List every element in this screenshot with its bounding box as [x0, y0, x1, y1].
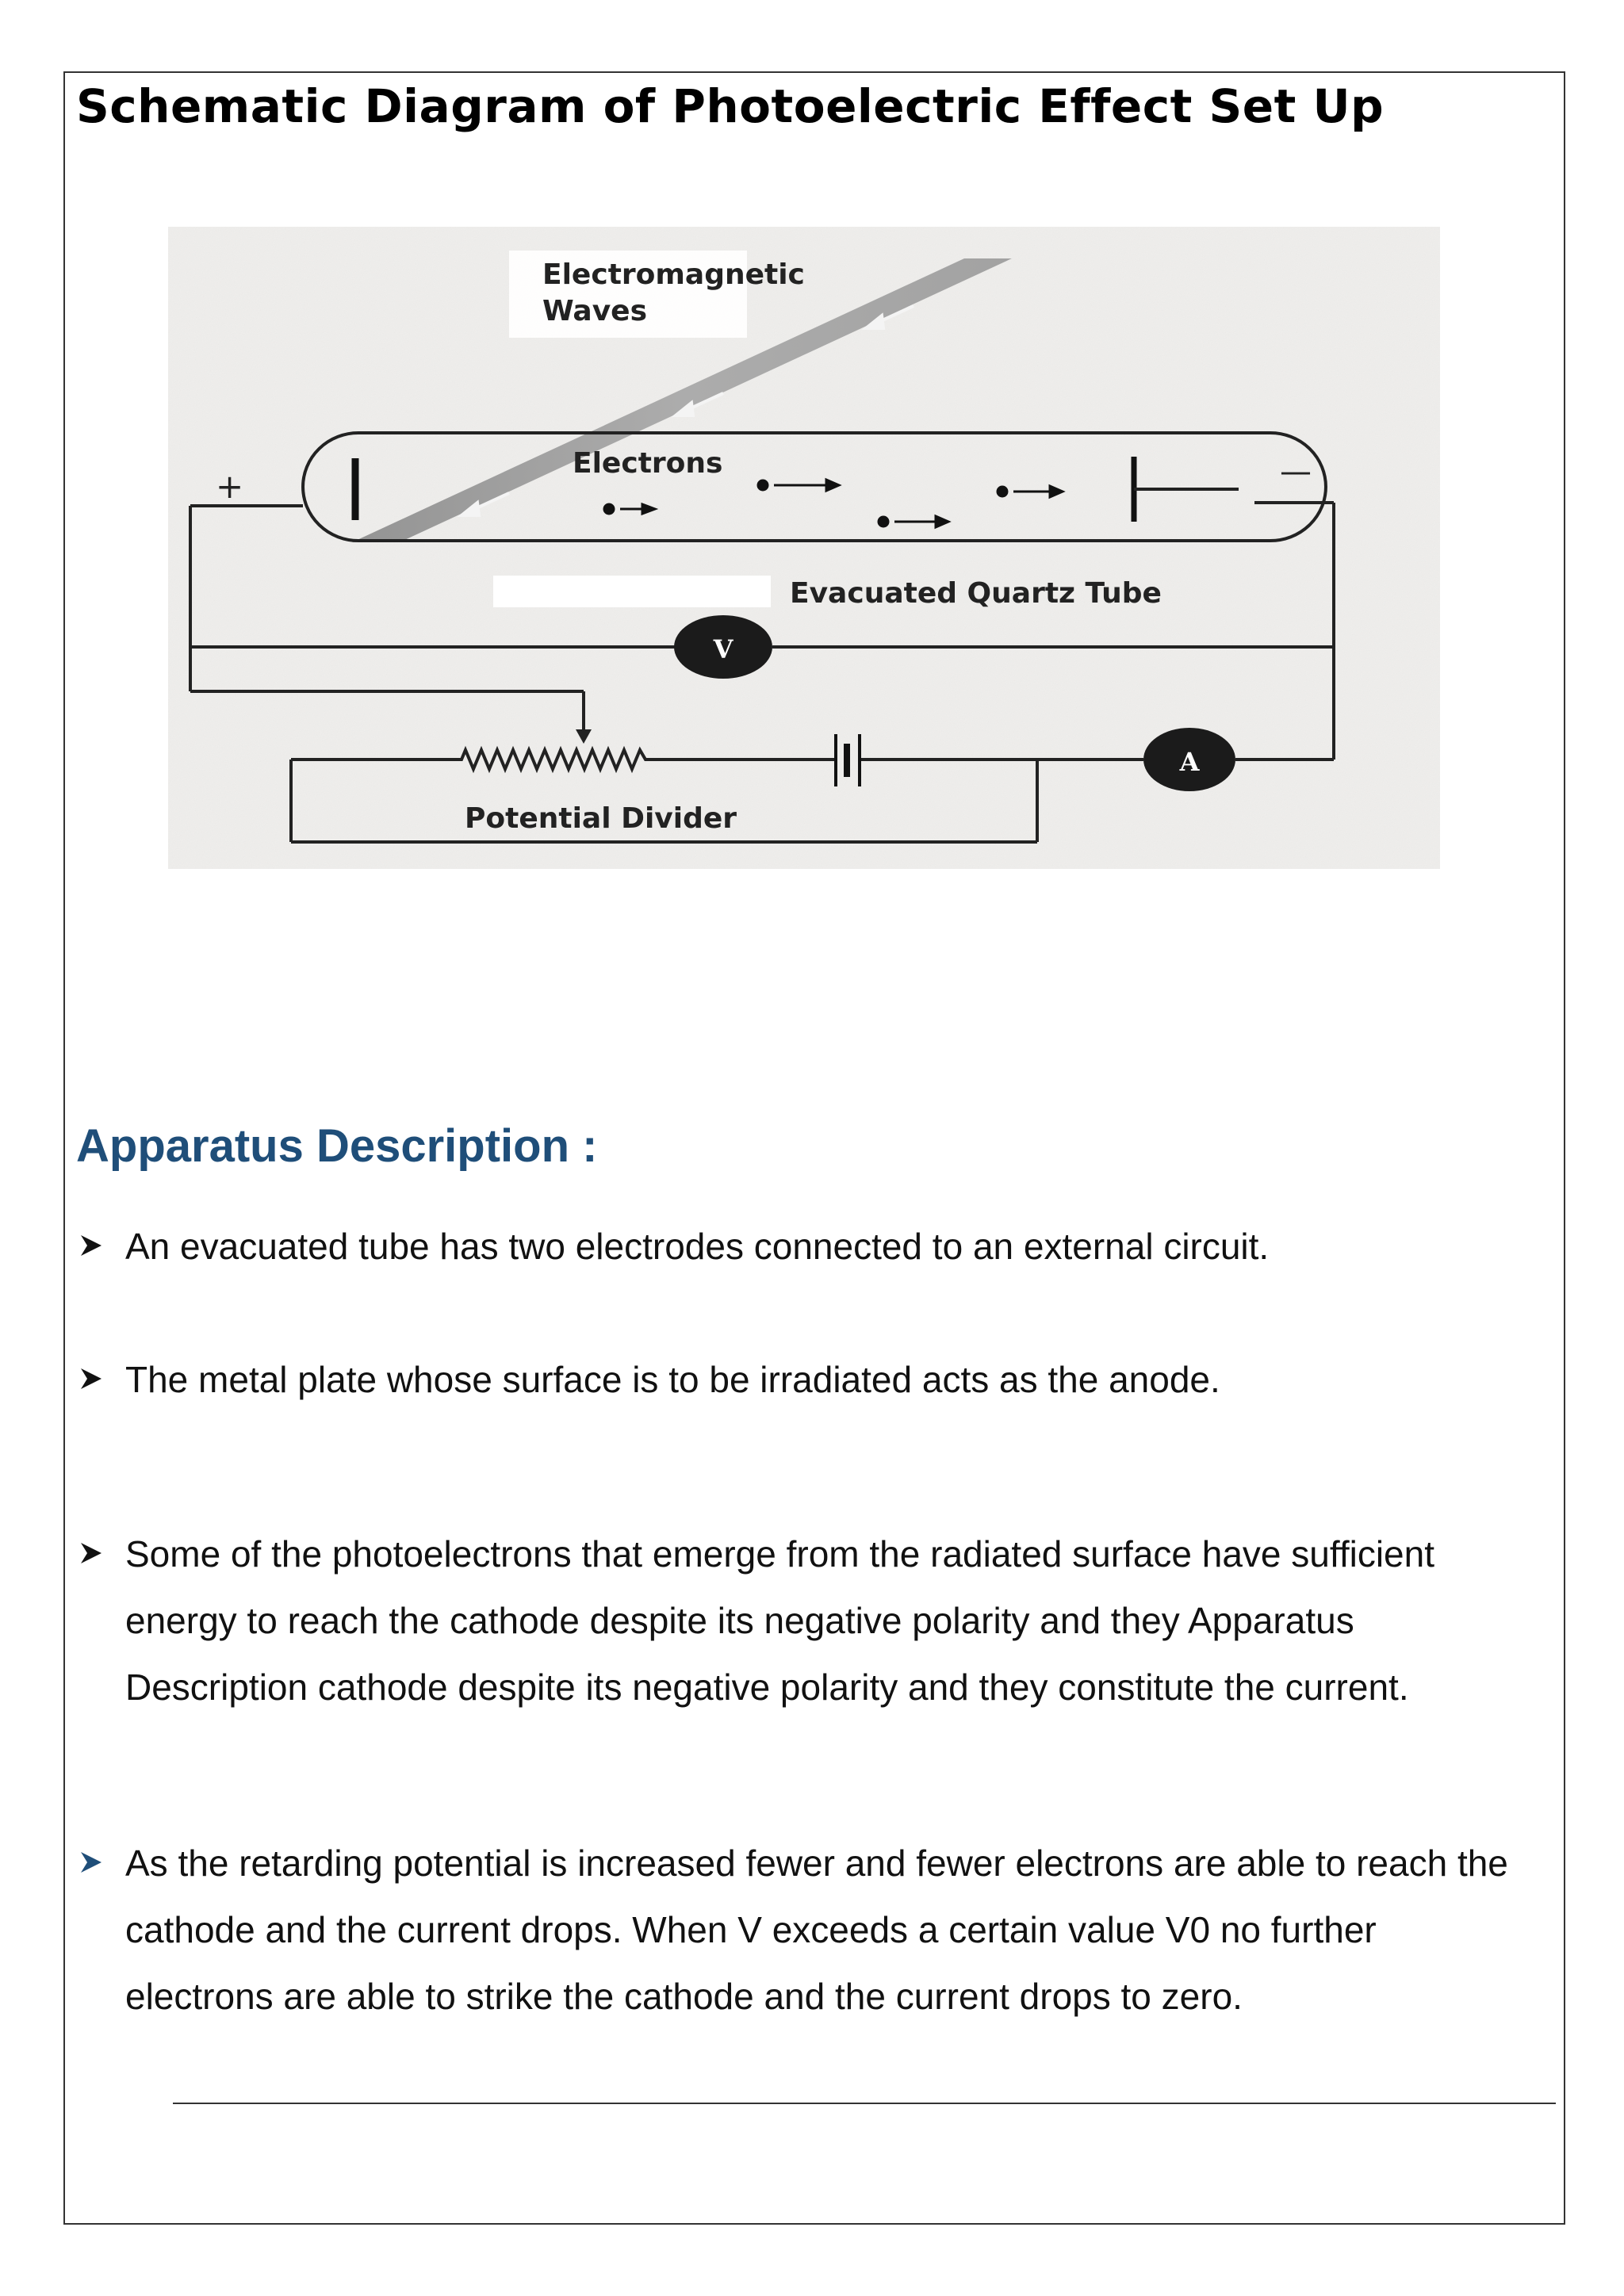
apparatus-heading: Apparatus Description :: [76, 1120, 598, 1172]
arrowhead-bullet-icon: [76, 1521, 125, 1586]
horizontal-rule: [173, 2103, 1556, 2104]
electrons-label: Electrons: [573, 447, 723, 480]
list-item: [76, 1213, 1527, 1280]
page-title: Schematic Diagram of Photoelectric Effect Set Up: [76, 79, 1385, 133]
cathode-polarity-label: —: [1280, 453, 1312, 490]
em-waves-label-2: Waves: [542, 295, 648, 327]
potential-divider-label: Potential Divider: [465, 802, 737, 835]
voltmeter-label: V: [713, 634, 733, 664]
arrowhead-bullet-icon: [76, 1213, 125, 1278]
bullet-text: As the retarding potential is increased fewer and fewer electrons are able to reach the cathode and the current drops. When V exceeds a certain value V0 no further electrons are able to strike the cathode and the current drops to zero.: [125, 1843, 1508, 2017]
list-item: [76, 1830, 1527, 2030]
photoelectric-setup-diagram: [168, 227, 1440, 869]
anode-polarity-label: +: [216, 467, 244, 506]
bullet-text: The metal plate whose surface is to be irradiated acts as the anode.: [125, 1359, 1220, 1400]
quartz-tube-label: Evacuated Quartz Tube: [790, 577, 1162, 610]
arrowhead-bullet-icon: [76, 1346, 125, 1411]
bullet-text: Some of the photoelectrons that emerge from the radiated surface have sufficient energy to reach the cathode despite its negative polarity and they Apparatus Description cathode despite its negative polarity and they constitute the current.: [125, 1533, 1434, 1708]
em-waves-label: Electromagnetic: [542, 258, 805, 291]
ammeter-label: A: [1179, 747, 1200, 777]
bullet-text: An evacuated tube has two electrodes connected to an external circuit.: [125, 1226, 1270, 1267]
list-item: [76, 1521, 1527, 1720]
arrowhead-bullet-icon: [76, 1830, 125, 1895]
list-item: [76, 1346, 1527, 1413]
